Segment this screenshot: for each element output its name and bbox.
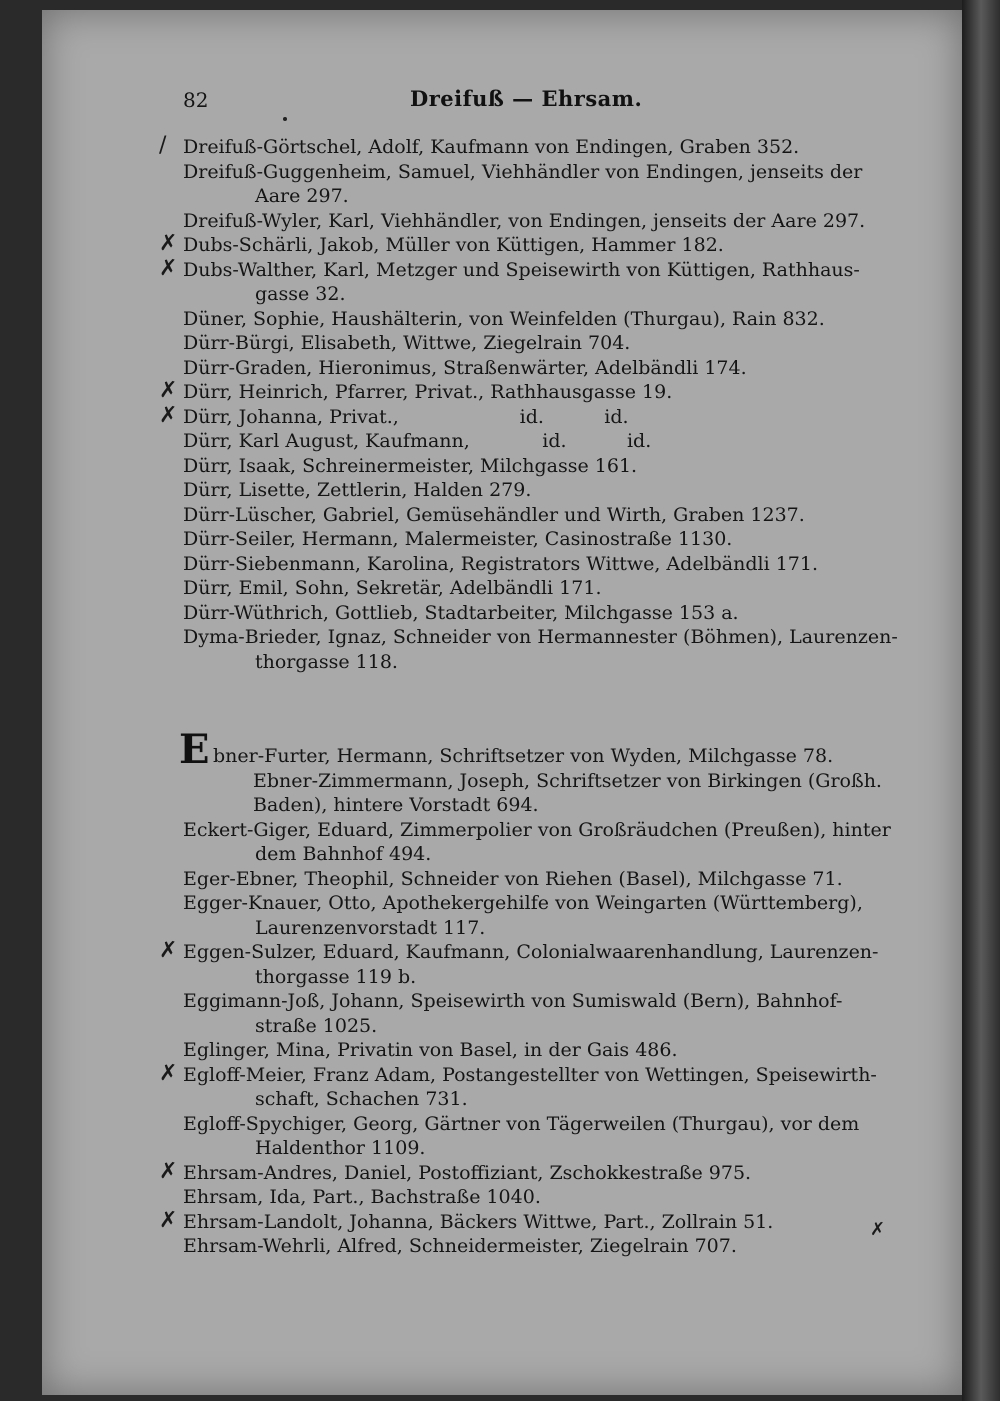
entry-text: Dürr, Isaak, Schreinermeister, Milchgasse 161. <box>183 454 638 477</box>
pencil-mark-icon: ✗ <box>159 255 178 281</box>
entry-text: Eglinger, Mina, Privatin von Basel, in der Gais 486. <box>183 1039 678 1061</box>
entry-text: Eckert-Giger, Eduard, Zimmerpolier von Großräudchen (Preußen), hinter <box>183 818 891 841</box>
directory-entry <box>183 478 883 503</box>
entry-continuation: schaft, Schachen 731. <box>255 1088 468 1110</box>
entry-text: Ehrsam, Ida, Part., Bachstraße 1040. <box>183 1186 541 1208</box>
directory-entry <box>183 527 883 552</box>
entry-text: Eggen-Sulzer, Eduard, Kaufmann, Colonialwaarenhandlung, Laurenzen- <box>183 941 879 963</box>
entry-text: Eger-Ebner, Theophil, Schneider von Riehen (Basel), Milchgasse 71. <box>183 867 843 890</box>
directory-entry <box>159 231 883 258</box>
entry-text: Dürr, Heinrich, Pfarrer, Privat., Rathhausgasse 19. <box>183 381 673 403</box>
entry-text: Ehrsam-Andres, Daniel, Postoffiziant, Zschokkestraße 975. <box>183 1161 752 1184</box>
entry-text: Dubs-Walther, Karl, Metzger und Speisewirth von Küttigen, Rathhaus- <box>183 258 860 281</box>
entry-text: Dürr-Bürgi, Elisabeth, Wittwe, Ziegelrain 704. <box>183 332 631 354</box>
entry-text: Dürr-Seiler, Hermann, Malermeister, Casinostraße 1130. <box>183 528 733 550</box>
entry-text: Dreifuß-Guggenheim, Samuel, Viehhändler von Endingen, jenseits der <box>183 160 863 183</box>
directory-entries <box>159 133 898 1259</box>
directory-entry <box>183 454 883 479</box>
pencil-mark-icon: ✗ <box>159 378 178 403</box>
running-title: Dreifuß — Ehrsam. <box>410 86 643 111</box>
directory-entry <box>183 989 883 1038</box>
entry-text: Dreifuß-Görtschel, Adolf, Kaufmann von Endingen, Graben 352. <box>183 136 800 158</box>
directory-entry <box>159 1060 883 1112</box>
entry-text: Egger-Knauer, Otto, Apothekergehilfe von Weingarten (Württemberg), <box>183 892 863 914</box>
entry-continuation: gasse 32. <box>255 283 346 305</box>
directory-entry <box>183 1234 883 1259</box>
ink-dot <box>283 117 287 121</box>
directory-entry <box>159 402 883 430</box>
directory-entry <box>183 503 883 528</box>
directory-entry <box>179 726 883 818</box>
directory-entry <box>159 133 883 160</box>
directory-entry <box>183 331 883 356</box>
entry-text: Dürr-Lüscher, Gabriel, Gemüsehändler und Wirth, Graben 1237. <box>183 503 805 526</box>
pencil-mark-icon: ✗ <box>159 231 178 256</box>
entry-text: Ebner-Zimmermann, Joseph, Schriftsetzer von Birkingen (Großh. <box>253 769 882 792</box>
directory-entry <box>183 1112 883 1161</box>
book-spine <box>962 0 1000 1401</box>
section-gap <box>183 674 883 744</box>
entry-continuation: Aare 297. <box>255 185 349 207</box>
entry-text: Dürr, Lisette, Zettlerin, Halden 279. <box>183 479 532 501</box>
entry-text: Egloff-Meier, Franz Adam, Postangestellter von Wettingen, Speisewirth- <box>183 1063 877 1086</box>
entry-continuation: Laurenzenvorstadt 117. <box>255 916 486 939</box>
directory-entry <box>183 356 883 381</box>
pencil-mark-icon: ✗ <box>159 938 178 963</box>
entry-continuation: dem Bahnhof 494. <box>255 843 432 865</box>
entry-text: Dürr, Johanna, Privat., id. id. <box>183 405 629 428</box>
entry-text: Dreifuß-Wyler, Karl, Viehhändler, von Endingen, jenseits der Aare 297. <box>183 209 866 232</box>
directory-entry <box>183 625 898 674</box>
directory-entry <box>159 938 883 989</box>
entry-text: Dürr, Emil, Sohn, Sekretär, Adelbändli 171. <box>183 577 602 599</box>
directory-entry <box>183 1185 883 1210</box>
d-section <box>159 133 898 674</box>
entry-text: bner-Furter, Hermann, Schriftsetzer von Wyden, Milchgasse 78. <box>213 745 834 767</box>
entry-text: Eggimann-Joß, Johann, Speisewirth von Sumiswald (Bern), Bahnhof- <box>183 990 843 1012</box>
entry-text: Dürr-Wüthrich, Gottlieb, Stadtarbeiter, Milchgasse 153 a. <box>183 601 739 624</box>
entry-text: Dürr, Karl August, Kaufmann, id. id. <box>183 430 652 452</box>
entry-continuation: Haldenthor 1109. <box>255 1137 426 1159</box>
directory-entry <box>159 378 883 405</box>
pencil-mark-icon: ✗ <box>159 1207 178 1233</box>
directory-entry <box>183 601 883 626</box>
directory-entry <box>159 1158 883 1186</box>
directory-entry <box>159 255 883 307</box>
pencil-mark-icon: ✗ <box>159 1158 178 1184</box>
directory-entry <box>183 429 883 454</box>
entry-text: Düner, Sophie, Haushälterin, von Weinfelden (Thurgau), Rain 832. <box>183 307 825 330</box>
entry-text: Dürr-Graden, Hieronimus, Straßenwärter, Adelbändli 174. <box>183 356 747 379</box>
pencil-mark-icon: / <box>159 133 167 158</box>
entry-text: Dürr-Siebenmann, Karolina, Registrators Wittwe, Adelbändli 171. <box>183 552 819 575</box>
directory-entry <box>183 818 891 867</box>
entry-continuation: thorgasse 119 b. <box>255 965 417 988</box>
pencil-mark-icon: ✗ <box>159 402 178 428</box>
page-number: 82 <box>183 88 209 112</box>
directory-entry <box>183 552 883 577</box>
directory-entry <box>183 307 883 332</box>
entry-continuation: straße 1025. <box>255 1014 378 1037</box>
directory-entry <box>183 209 883 234</box>
directory-entry <box>183 867 883 892</box>
entry-continuation: Baden), hintere Vorstadt 694. <box>253 794 539 816</box>
pencil-mark-icon: ✗ <box>159 1060 178 1086</box>
directory-entry <box>183 1038 883 1063</box>
margin-mark: ✗ <box>870 1219 886 1240</box>
entry-text: Egloff-Spychiger, Georg, Gärtner von Tägerweilen (Thurgau), vor dem <box>183 1112 860 1135</box>
directory-entry <box>159 1207 883 1235</box>
e-section <box>159 818 891 1259</box>
entry-text: Dyma-Brieder, Ignaz, Schneider von Hermannester (Böhmen), Laurenzen- <box>183 626 898 648</box>
entry-text: Dubs-Schärli, Jakob, Müller von Küttigen, Hammer 182. <box>183 234 724 256</box>
directory-entry <box>183 891 883 940</box>
directory-entry <box>183 576 883 601</box>
directory-entry <box>183 160 883 209</box>
entry-continuation: thorgasse 118. <box>255 650 398 673</box>
entry-text: Ehrsam-Landolt, Johanna, Bäckers Wittwe, Part., Zollrain 51. <box>183 1210 774 1233</box>
decorative-initial: E <box>179 726 210 773</box>
entry-text: Ehrsam-Wehrli, Alfred, Schneidermeister, Ziegelrain 707. <box>183 1235 737 1257</box>
